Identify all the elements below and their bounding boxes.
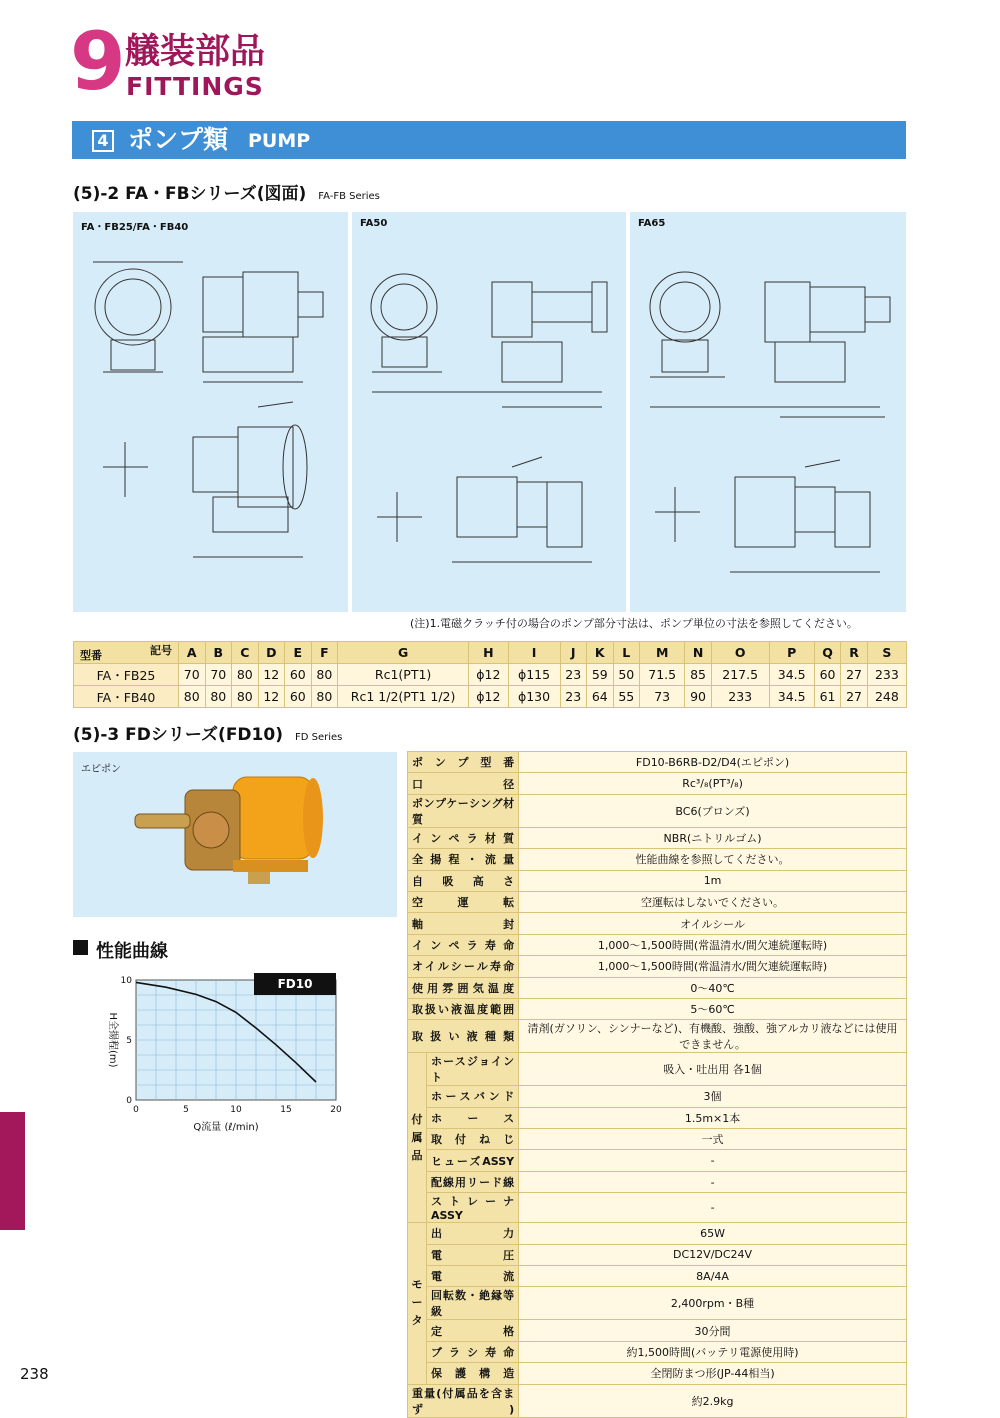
dimension-table xyxy=(73,641,907,708)
perf-heading: 性能曲線 xyxy=(96,941,168,962)
col-header: S xyxy=(867,642,906,664)
spec-key: 全揚程・流量 xyxy=(408,849,519,870)
performance-chart xyxy=(100,965,360,1135)
table-cell: 60 xyxy=(814,664,841,686)
table-cell: 60 xyxy=(285,664,312,686)
spec-key: 出力 xyxy=(427,1223,519,1244)
col-header: O xyxy=(711,642,769,664)
spec-value: 清剤(ガソリン、シンナーなど)、有機酸、強酸、強アルカリ液などには使用できません。 xyxy=(519,1020,907,1053)
col-header: E xyxy=(285,642,312,664)
fd-heading-jp: (5)-3 FDシリーズ(FD10) xyxy=(73,725,283,745)
table-cell: 217.5 xyxy=(711,664,769,686)
spec-key: ヒューズASSY xyxy=(427,1150,519,1171)
section-title-en: PUMP xyxy=(248,130,311,152)
photo-label: エピポン xyxy=(81,764,121,775)
table-row xyxy=(74,664,907,686)
col-header: C xyxy=(232,642,259,664)
col-header: A xyxy=(179,642,206,664)
table-cell: ϕ130 xyxy=(508,686,560,708)
spec-key: 電圧 xyxy=(427,1244,519,1265)
spec-value: 3個 xyxy=(519,1086,907,1107)
col-header: B xyxy=(205,642,232,664)
spec-value: 30分間 xyxy=(519,1320,907,1341)
col-header: P xyxy=(769,642,814,664)
spec-row xyxy=(408,1244,907,1265)
col-header: M xyxy=(640,642,685,664)
section-number: 4 xyxy=(92,130,114,152)
spec-value: 65W xyxy=(519,1223,907,1244)
spec-row xyxy=(408,794,907,827)
spec-value: 1.5m×1本 xyxy=(519,1107,907,1128)
col-header: J xyxy=(560,642,587,664)
spec-value: 2,400rpm・B種 xyxy=(519,1287,907,1320)
section-bar xyxy=(72,121,906,159)
table-cell: 60 xyxy=(285,686,312,708)
spec-row xyxy=(408,1171,907,1192)
pump-illustration xyxy=(73,752,397,917)
row-model: FA・FB40 xyxy=(74,686,179,708)
panel-label: FA50 xyxy=(360,218,388,229)
spec-value: 1m xyxy=(519,870,907,891)
table-cell: 80 xyxy=(232,664,259,686)
motor-group-label: モータ xyxy=(408,1223,427,1384)
table-cell: 64 xyxy=(587,686,614,708)
y-tick-label: 0 xyxy=(126,1096,132,1106)
table-cell: 12 xyxy=(258,664,285,686)
accessory-group-label: 付属品 xyxy=(408,1053,427,1223)
spec-key: 取扱い液温度範囲 xyxy=(408,998,519,1019)
spec-key: 使用雰囲気温度 xyxy=(408,977,519,998)
chart-title: FD10 xyxy=(277,977,313,991)
spec-key: 空運転 xyxy=(408,891,519,912)
drawing-panel-fafb25 xyxy=(73,212,348,612)
col-header: H xyxy=(469,642,508,664)
spec-row xyxy=(408,1129,907,1150)
spec-key: ホース xyxy=(427,1107,519,1128)
corner-top: 記号 xyxy=(150,644,172,657)
spec-key: 取付ねじ xyxy=(427,1129,519,1150)
spec-value: 5〜60℃ xyxy=(519,998,907,1019)
table-cell: 23 xyxy=(560,686,587,708)
table-cell: 70 xyxy=(205,664,232,686)
heading-bullet xyxy=(73,940,88,955)
fafb-heading xyxy=(73,183,380,208)
product-photo xyxy=(73,752,397,917)
spec-value: 8A/4A xyxy=(519,1266,907,1287)
spec-value: 性能曲線を参照してください。 xyxy=(519,849,907,870)
chapter-title-en: FITTINGS xyxy=(126,72,264,101)
spec-key: 口径 xyxy=(408,773,519,794)
col-header: I xyxy=(508,642,560,664)
spec-value: Rc³/₈(PT³/₈) xyxy=(519,773,907,794)
table-cell: 27 xyxy=(841,686,868,708)
spec-row xyxy=(408,1020,907,1053)
table-cell: Rc1 1/2(PT1 1/2) xyxy=(338,686,469,708)
table-cell: 90 xyxy=(685,686,712,708)
table-cell: 59 xyxy=(587,664,614,686)
spec-row xyxy=(408,1086,907,1107)
spec-value: 0〜40℃ xyxy=(519,977,907,998)
fafb-heading-jp: (5)-2 FA・FBシリーズ(図面) xyxy=(73,184,307,204)
spec-row xyxy=(408,998,907,1019)
spec-key: 保護構造 xyxy=(427,1363,519,1384)
spec-value: - xyxy=(519,1150,907,1171)
chapter-title-jp: 艤装部品 xyxy=(125,32,266,72)
spec-row xyxy=(408,870,907,891)
spec-value: FD10-B6RB-D2/D4(エピポン) xyxy=(519,752,907,773)
spec-row xyxy=(408,891,907,912)
spec-value: BC6(ブロンズ) xyxy=(519,794,907,827)
spec-row xyxy=(408,849,907,870)
spec-key: 自吸高さ xyxy=(408,870,519,891)
panel-label: FA65 xyxy=(638,218,666,229)
table-cell: 233 xyxy=(711,686,769,708)
spec-value: 空運転はしないでください。 xyxy=(519,891,907,912)
pump-drawing xyxy=(352,212,626,612)
row-model: FA・FB25 xyxy=(74,664,179,686)
spec-row xyxy=(408,1053,907,1086)
x-tick-label: 5 xyxy=(183,1105,189,1115)
col-header: D xyxy=(258,642,285,664)
spec-key: オイルシール寿命 xyxy=(408,956,519,977)
x-tick-label: 20 xyxy=(330,1105,342,1115)
spec-row xyxy=(408,1320,907,1341)
spec-value: 一式 xyxy=(519,1129,907,1150)
spec-row xyxy=(408,1266,907,1287)
x-axis-label: Q流量 (ℓ/min) xyxy=(193,1122,259,1133)
side-tab xyxy=(0,1112,25,1230)
col-header: F xyxy=(311,642,338,664)
spec-row xyxy=(408,1193,907,1223)
drawing-panel-fa50 xyxy=(352,212,626,612)
x-tick-label: 15 xyxy=(280,1105,292,1115)
table-cell: 73 xyxy=(640,686,685,708)
spec-key: ポンプケーシング材質 xyxy=(408,794,519,827)
spec-row xyxy=(408,752,907,773)
spec-key: 回転数・絶縁等級 xyxy=(427,1287,519,1320)
table-row xyxy=(74,686,907,708)
col-header: R xyxy=(841,642,868,664)
spec-row xyxy=(408,1150,907,1171)
spec-row xyxy=(408,977,907,998)
chapter-number: 9 xyxy=(70,15,124,108)
spec-key: 重量(付属品を含まず) xyxy=(408,1384,519,1417)
spec-row xyxy=(408,827,907,848)
spec-row xyxy=(408,1384,907,1417)
section-title-jp: ポンプ類 xyxy=(128,125,229,154)
table-cell: 34.5 xyxy=(769,686,814,708)
table-cell: 80 xyxy=(311,664,338,686)
table-cell: ϕ12 xyxy=(469,664,508,686)
table-cell: 80 xyxy=(311,686,338,708)
corner-bottom: 型番 xyxy=(80,649,102,662)
table-header-row xyxy=(74,642,907,664)
table-cell: ϕ12 xyxy=(469,686,508,708)
spec-key: ホースバンド xyxy=(427,1086,519,1107)
spec-row xyxy=(408,773,907,794)
table-cell: 80 xyxy=(232,686,259,708)
panel-label: FA・FB25/FA・FB40 xyxy=(81,222,189,233)
col-header: Q xyxy=(814,642,841,664)
spec-value: NBR(ニトリルゴム) xyxy=(519,827,907,848)
drawing-panel-fa65 xyxy=(630,212,906,612)
spec-key: インペラ寿命 xyxy=(408,934,519,955)
pump-drawing xyxy=(73,212,348,612)
spec-value: 1,000〜1,500時間(常温清水/間欠連続運転時) xyxy=(519,934,907,955)
spec-key: 取扱い液種類 xyxy=(408,1020,519,1053)
table-cell: Rc1(PT1) xyxy=(338,664,469,686)
table-cell: 23 xyxy=(560,664,587,686)
table-cell: 27 xyxy=(841,664,868,686)
spec-key: ホースジョイント xyxy=(427,1053,519,1086)
col-header: N xyxy=(685,642,712,664)
fafb-heading-en: FA-FB Series xyxy=(318,191,380,202)
y-axis-label: H全揚程(m) xyxy=(107,1012,118,1068)
pump-drawing xyxy=(630,212,906,612)
table-cell: 50 xyxy=(613,664,640,686)
spec-key: 軸封 xyxy=(408,913,519,934)
spec-table xyxy=(407,751,907,1418)
spec-value: 約2.9kg xyxy=(519,1384,907,1417)
table-cell: 61 xyxy=(814,686,841,708)
table-cell: 70 xyxy=(179,664,206,686)
spec-key: ブラシ寿命 xyxy=(427,1341,519,1362)
table-cell: 55 xyxy=(613,686,640,708)
table-cell: 80 xyxy=(205,686,232,708)
fd-heading-en: FD Series xyxy=(294,732,343,743)
spec-key: ストレーナASSY xyxy=(427,1193,519,1223)
drawing-note: (注)1.電磁クラッチ付の場合のポンプ部分寸法は、ポンプ単位の寸法を参照してください。 xyxy=(410,617,858,630)
table-cell: 233 xyxy=(867,664,906,686)
spec-row xyxy=(408,913,907,934)
y-tick-label: 5 xyxy=(126,1036,132,1046)
spec-row xyxy=(408,1363,907,1384)
col-header: L xyxy=(613,642,640,664)
table-cell: 248 xyxy=(867,686,906,708)
table-cell: 71.5 xyxy=(640,664,685,686)
spec-row xyxy=(408,1287,907,1320)
spec-value: オイルシール xyxy=(519,913,907,934)
table-cell: ϕ115 xyxy=(508,664,560,686)
x-tick-label: 0 xyxy=(133,1105,139,1115)
spec-key: 電流 xyxy=(427,1266,519,1287)
spec-row xyxy=(408,934,907,955)
col-header: G xyxy=(338,642,469,664)
col-header: K xyxy=(587,642,614,664)
table-cell: 12 xyxy=(258,686,285,708)
spec-key: ポンプ型番 xyxy=(408,752,519,773)
spec-value: - xyxy=(519,1193,907,1223)
spec-key: 定格 xyxy=(427,1320,519,1341)
spec-value: 全閉防まつ形(JP-44相当) xyxy=(519,1363,907,1384)
spec-value: 吸入・吐出用 各1個 xyxy=(519,1053,907,1086)
table-cell: 80 xyxy=(179,686,206,708)
spec-value: - xyxy=(519,1171,907,1192)
spec-row xyxy=(408,1223,907,1244)
spec-row xyxy=(408,956,907,977)
spec-row xyxy=(408,1107,907,1128)
spec-row xyxy=(408,1341,907,1362)
table-cell: 34.5 xyxy=(769,664,814,686)
spec-key: インペラ材質 xyxy=(408,827,519,848)
page-number: 238 xyxy=(20,1365,49,1383)
table-cell: 85 xyxy=(685,664,712,686)
spec-value: 1,000〜1,500時間(常温清水/間欠連続運転時) xyxy=(519,956,907,977)
y-tick-label: 10 xyxy=(120,976,132,986)
spec-value: 約1,500時間(バッテリ電源使用時) xyxy=(519,1341,907,1362)
spec-value: DC12V/DC24V xyxy=(519,1244,907,1265)
x-tick-label: 10 xyxy=(230,1105,242,1115)
spec-key: 配線用リード線 xyxy=(427,1171,519,1192)
fd-heading xyxy=(73,724,342,749)
table-corner xyxy=(74,642,179,664)
